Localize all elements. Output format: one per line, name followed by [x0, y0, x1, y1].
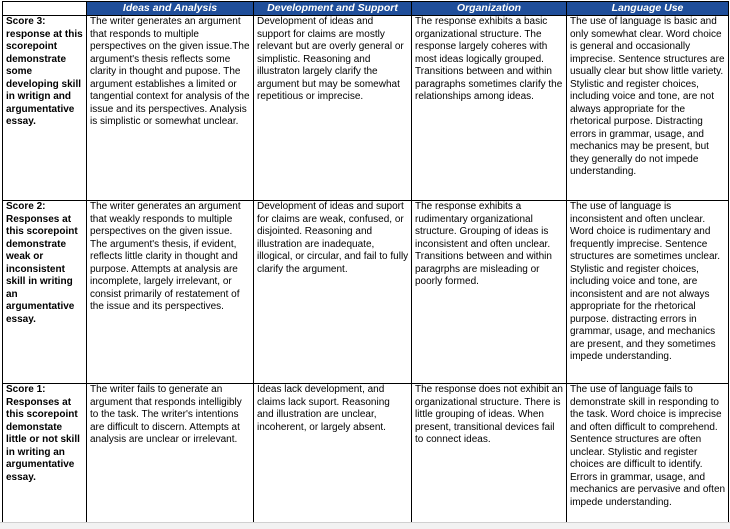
language-cell[interactable]: [567, 384, 729, 523]
header-ideas-and-analysis[interactable]: Ideas and Analysis: [87, 2, 254, 16]
language-text: The use of language fails to demonstrate skill in responding to the task. Word choice is imprecise and often difficult to comprehend. Sentence structures are often unclear. Stylistic and register choices are difficult to identify. Errors in grammar, usage, and mechanics are pervasive and often impede understanding.: [570, 384, 726, 508]
language-cell[interactable]: [567, 16, 729, 201]
header-corner-cell[interactable]: [3, 2, 87, 16]
organization-text: The response exhibits a rudimentary organizational structure. Grouping of ideas is inconsistent and often unclear. Transitions between and within paragrphs are misleading or poorly formed.: [415, 201, 552, 287]
ideas-text: The writer fails to generate an argument that responds intelligibly to the task. The writer's intentions are difficult to discern. Attempts at analysis are unclear or irrelevant.: [90, 384, 242, 445]
development-text: Development of ideas and support for claims are mostly relevant but are overly general or simplistic. Reasoning and illustraton largely clarify the argument but may be somewhat repetitious or imprecise.: [257, 16, 404, 102]
ideas-cell[interactable]: [87, 201, 254, 384]
ideas-cell[interactable]: [87, 384, 254, 523]
table-row-score-3: [3, 16, 729, 201]
language-text: The use of language is basic and only somewhat clear. Word choice is general and occasionally imprecise. Sentence structures are usually clear but show little variety. Stylistic and register choices, including voice and tone, are not always appropriate for the rhetorical purpose. Distracting errors in grammar, usage, and mechanics may be present, but they generally do not impede understanding.: [570, 16, 725, 177]
organization-text: The response does not exhibit an organizational structure. There is little grouping of ideas. When present, transitional devices fail to connect ideas.: [415, 384, 563, 445]
development-cell[interactable]: [254, 16, 412, 201]
language-text: The use of language is inconsistent and often unclear. Word choice is rudimentary and frequently imprecise. Sentence structures are sometimes unclear. Stylistic and register choices, including voice and tone, are inconsistent and are not always appropriate for the rhetorical purpose. distracting errors in grammar, usage, and mechanics are present, and they sometimes impede understanding.: [570, 201, 721, 362]
language-cell[interactable]: [567, 201, 729, 384]
score-description: Responses at this scorepoint demonstrate weak or inconsistent skill in writing an argumentative essay.: [6, 213, 78, 325]
table-row-score-2: [3, 201, 729, 384]
development-cell[interactable]: [254, 201, 412, 384]
organization-text: The response exhibits a basic organizational structure. The response largely coheres with most ideas logically grouped. Transitions between and within paragraphs sometimes clarify the relationships among ideas.: [415, 16, 563, 102]
header-language-use[interactable]: Language Use: [567, 2, 729, 16]
organization-cell[interactable]: [412, 384, 567, 523]
score-cell[interactable]: [3, 16, 87, 201]
score-cell[interactable]: [3, 201, 87, 384]
development-text: Development of ideas and suport for claims are weak, confused, or disjointed. Reasoning and illustration are inadequate, illogical, or circular, and fail to fully clarify the argument.: [257, 201, 409, 275]
score-label: Score 2:: [6, 201, 46, 212]
score-label: Score 1:: [6, 384, 46, 395]
development-text: Ideas lack development, and claims lack suport. Reasoning and illustration are unclear, incoherent, or largely absent.: [257, 384, 390, 433]
organization-cell[interactable]: [412, 201, 567, 384]
score-description: response at this scorepoint demonstrate some developing skill in writign and argumentative essay.: [6, 28, 83, 127]
header-development-and-support[interactable]: Development and Support: [254, 2, 412, 16]
development-cell[interactable]: [254, 384, 412, 523]
header-row: [3, 2, 729, 16]
organization-cell[interactable]: [412, 16, 567, 201]
ideas-text: The writer generates an argument that weakly responds to multiple perspectives on the given issue. The argument's thesis, if evident, reflects little clarity in thought and purpose. Attempts at analysis are incomplete, largely irrelevant, or consist primarily of restatement of the issue and its perspectives.: [90, 201, 241, 312]
header-organization[interactable]: Organization: [412, 2, 567, 16]
score-description: Responses at this scorepoint demonstate little or not skill in writing an argumentative essay.: [6, 396, 80, 483]
ideas-cell[interactable]: [87, 16, 254, 201]
score-cell[interactable]: [3, 384, 87, 523]
rubric-table: [2, 1, 729, 523]
table-row-score-1: [3, 384, 729, 523]
ideas-text: The writer generates an argument that responds to multiple perspectives on the given issue.The argument's thesis reflects some clarity in thought and pupose. The argument establishes a limited or tangential context for analysis of the issue and its perspectives. Analysis is simplistic or somewhat unclear.: [90, 16, 250, 127]
score-label: Score 3:: [6, 16, 46, 27]
